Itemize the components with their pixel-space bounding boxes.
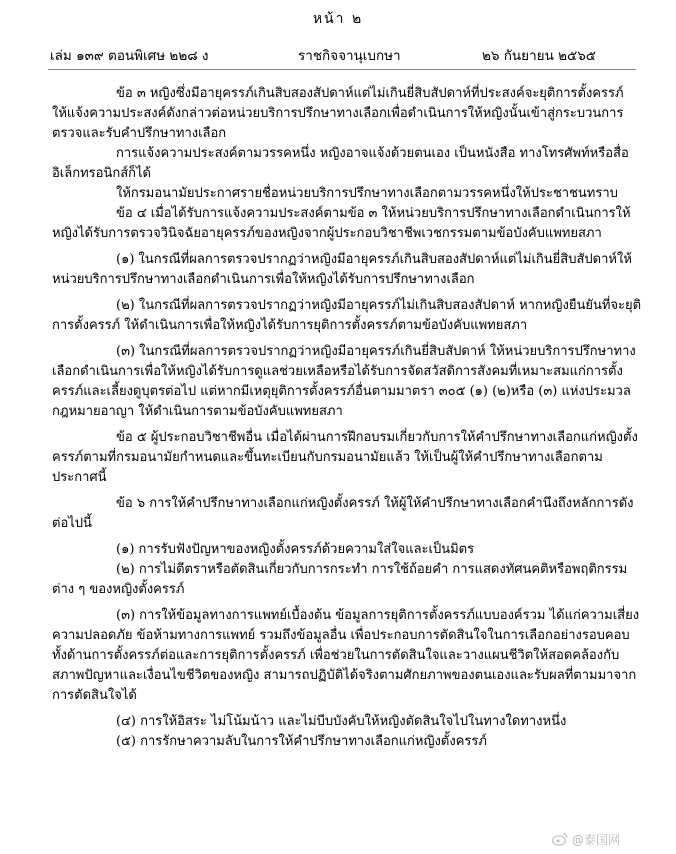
clause-3-para-3: ให้กรมอนามัยประกาศรายชื่อหน่วยบริการปรึกษาทางเลือกตามวรรคหนึ่งให้ประชาชนทราบ (116, 186, 618, 201)
weibo-icon (552, 832, 568, 846)
gazette-title: ราชกิจจานุเบกษา (298, 48, 401, 64)
clause-5: ข้อ ๕ ผู้ประกอบวิชาชีพอื่น เมื่อได้ผ่านการฝึกอบรมเกี่ยวกับการให้คำปรึกษาทางเลือกแก่หญิงตั้งครรภ์ตามที่กรมอนามัยกำหนดและขึ้นทะเบียนกับกรมอนามัยแล้ว ให้เป็นผู้ให้คำปรึกษาทางเลือกตามประกาศนี้ (52, 430, 638, 485)
page-number: หน้า ๒ (312, 11, 364, 27)
clause-6-item-1: (๑) การรับฟังปัญหาของหญิงตั้งครรภ์ด้วยความใส่ใจและเป็นมิตร (116, 542, 475, 557)
clause-3: ข้อ ๓ หญิงซึ่งมีอายุครรภ์เกินสิบสองสัปดาห์แต่ไม่เกินยี่สิบสัปดาห์ที่ประสงค์จะยุติการตั้งครรภ์ ให้แจ้งความประสงค์ดังกล่าวต่อหน่วยบริการปรึกษาทางเลือกเพื่อดำเนินการให้หญิงนั้นเข้าสู่กระบวนการตรวจและรับคำปรึกษาทางเลือก (52, 86, 624, 141)
header-divider (48, 69, 636, 70)
volume-info: เล่ม ๑๓๙ ตอนพิเศษ ๒๒๘ ง (50, 48, 209, 64)
clause-4-item-2: (๒) ในกรณีที่ผลการตรวจปรากฏว่าหญิงมีอายุครรภ์ไม่เกินสิบสองสัปดาห์ หากหญิงยืนยันที่จะยุติการตั้งครรภ์ ให้ดำเนินการเพื่อให้หญิงได้รับการยุติการตั้งครรภ์ตามข้อบังคับแพทยสภา (52, 298, 642, 333)
publication-date: ๒๖ กันยายน ๒๕๖๕ (482, 48, 596, 64)
clause-4-item-1: (๑) ในกรณีที่ผลการตรวจปรากฏว่าหญิงมีอายุครรภ์เกินสิบสองสัปดาห์แต่ไม่เกินยี่สิบสัปดาห์ให้หน่วยบริการปรึกษาทางเลือกดำเนินการเพื่อให้หญิงได้รับการปรึกษาทางเลือก (52, 252, 632, 287)
clause-6-item-4: (๔) การให้อิสระ ไม่โน้มน้าว และไม่บีบบังคับให้หญิงตัดสินใจไปในทางใดทางหนึ่ง (116, 714, 567, 729)
document-body (52, 84, 642, 752)
clause-6-item-5: (๕) การรักษาความลับในการให้คำปรึกษาทางเลือกแก่หญิงตั้งครรภ์ (116, 734, 487, 749)
watermark-text: @泰国网 (571, 832, 620, 847)
clause-3-para-2: การแจ้งความประสงค์ตามวรรคหนึ่ง หญิงอาจแจ้งด้วยตนเอง เป็นหนังสือ ทางโทรศัพท์หรือสื่ออิเล็กทรอนิกส์ก็ได้ (52, 146, 629, 181)
gazette-header (0, 44, 676, 66)
watermark (552, 830, 620, 848)
clause-4: ข้อ ๔ เมื่อได้รับการแจ้งความประสงค์ตามข้อ ๓ ให้หน่วยบริการปรึกษาทางเลือกดำเนินการให้หญิงได้รับการตรวจวินิจฉัยอายุครรภ์ของหญิงจากผู้ประกอบวิชาชีพเวชกรรมตามข้อบังคับแพทยสภา (52, 206, 631, 241)
clause-6: ข้อ ๖ การให้คำปรึกษาทางเลือกแก่หญิงตั้งครรภ์ ให้ผู้ให้คำปรึกษาทางเลือกคำนึงถึงหลักการดังต่อไปนี้ (52, 496, 634, 531)
clause-6-item-3: (๓) การให้ข้อมูลทางการแพทย์เบื้องต้น ข้อมูลการยุติการตั้งครรภ์แบบองค์รวม ได้แก่ความเสี่ยง ความปลอดภัย ข้อห้ามทางการแพทย์ รวมถึงข้อมูลอื่น เพื่อประกอบการตัดสินใจในการเลือกอย่างรอบคอบ ทั้งด้านการตั้งครรภ์ต่อและการยุติการตั้งครรภ์ เพื่อช่วยในการตัดสินใจและวางแผนชีวิตให้สอดคล้องกับสภาพปัญหาและเงื่อนไขชีวิตของหญิง สามารถปฏิบัติได้จริงตามศักยภาพของตนเองและรับผลที่ตามมาจากการตัดสินใจได้ (52, 608, 640, 703)
clause-4-item-3: (๓) ในกรณีที่ผลการตรวจปรากฏว่าหญิงมีอายุครรภ์เกินยี่สิบสัปดาห์ ให้หน่วยบริการปรึกษาทางเลือกดำเนินการเพื่อให้หญิงได้รับการดูแลช่วยเหลือหรือได้รับการจัดสวัสดิการสังคมที่เหมาะสมแก่การตั้งครรภ์และเลี้ยงดูบุตรต่อไป แต่หากมีเหตุยุติการตั้งครรภ์อื่นตามมาตรา ๓๐๕ (๑) (๒)หรือ (๓) แห่งประมวลกฎหมายอาญา ให้ดำเนินการตามข้อบังคับแพทยสภา (52, 344, 636, 419)
clause-6-item-2: (๒) การไม่ตีตราหรือตัดสินเกี่ยวกับการกระทำ การใช้ถ้อยคำ การแสดงทัศนคติหรือพฤติกรรมต่าง ๆ ของหญิงตั้งครรภ์ (52, 562, 628, 597)
